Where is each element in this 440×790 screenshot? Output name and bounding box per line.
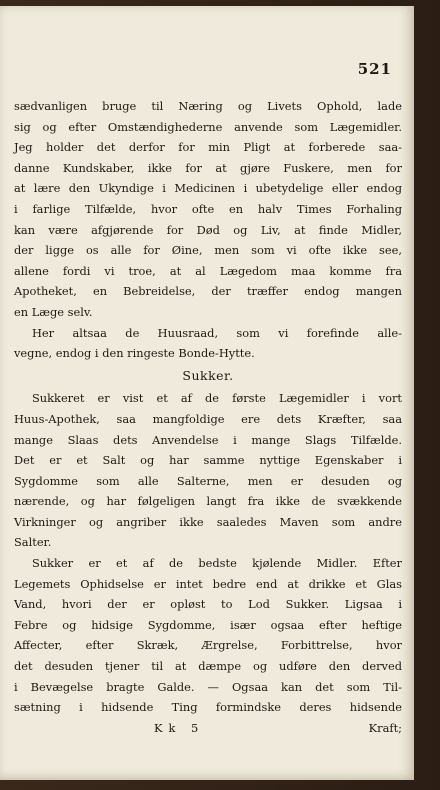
text-line: Legemets Ophidselse er intet bedre end at drikke et Glas [14,576,402,591]
paragraph-4 [14,553,402,718]
text-line: mange Slaas dets Anvendelse i mange Slags Tilfælde. [14,432,402,447]
text-line: Jeg holder det derfor for min Pligt at forberede saa- [14,140,402,155]
text-line: sætning i hidsende Ting formindske deres hidsende [14,700,402,715]
text-line: i farlige Tilfælde, hvor ofte en halv Times Forhaling [14,201,402,216]
signature-mark: Kk 5 [154,720,205,735]
text-line: vegne, endog i den ringeste Bonde-Hytte. [14,346,255,361]
page-footer [14,718,402,739]
text-line: Salter. [14,535,52,550]
paragraph-1 [14,96,402,323]
text-line: Huus-Apothek, saa mangfoldige ere dets Kræfter, saa [14,411,402,426]
text-line: allene fordi vi troe, at al Lægedom maa komme fra [14,263,402,278]
text-line: Febre og hidsige Sygdomme, især ogsaa efter heftige [14,617,402,632]
text-line: det desuden tjener til at dæmpe og udføre den derved [14,659,402,674]
book-page [0,6,414,780]
text-line: at lære den Ukyndige i Medicinen i ubetydelige eller endog [14,181,402,196]
paragraph-2 [14,323,402,364]
text-line: Vand, hvori der er opløst to Lod Sukker. Ligsaa i [14,597,402,612]
catchword: Kraft; [368,720,402,735]
text-line: danne Kundskaber, ikke for at gjøre Fuskere, men for [14,160,402,175]
text-line: sædvanligen bruge til Næring og Livets Ophold, lade [14,99,402,113]
text-line: Affecter, efter Skræk, Ærgrelse, Forbittrelse, hvor [14,638,402,653]
text-line: Det er et Salt og har samme nyttige Egenskaber i [14,453,402,468]
text-line: Sygdomme som alle Salterne, men er desuden og [14,473,402,488]
text-line: Sukker er et af de bedste kjølende Midler. Efter [32,556,402,571]
section-heading: Sukker. [182,367,234,383]
text-line: der ligge os alle for Øine, men som vi ofte ikke see, [14,243,402,258]
text-line: sig og efter Omstændighederne anvende som Lægemidler. [14,119,402,134]
text-line: en Læge selv. [14,304,93,319]
text-line: Sukkeret er vist et af de første Lægemidler i vort [32,391,402,406]
text-line: kan være afgjørende for Død og Liv, at finde Midler, [14,222,402,237]
text-line: nærende, og har følgeligen langt fra ikke de svækkende [14,494,402,509]
text-line: Her altsaa de Huusraad, som vi forefinde alle- [32,325,402,340]
text-line: i Bevægelse bragte Galde. — Ogsaa kan det som Til- [14,679,402,694]
text-line: Apotheket, en Bebreidelse, der træffer endog mangen [14,284,402,299]
paragraph-3 [14,388,402,553]
page-number: 521 [357,60,392,78]
page-text [14,96,402,738]
text-line: Virkninger og angriber ikke saaledes Maven som andre [14,514,402,529]
